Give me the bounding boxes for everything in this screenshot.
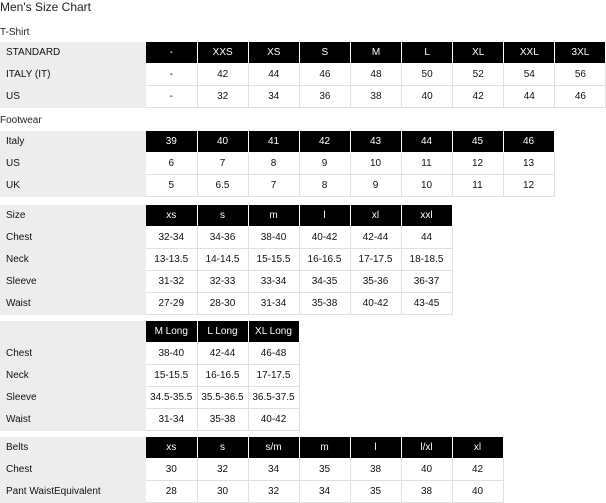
header-cell: 40: [197, 131, 248, 153]
table-cell: -: [146, 86, 197, 108]
table-row: [0, 387, 299, 409]
header-cell: XL Long: [248, 321, 299, 343]
header-cell: s: [197, 437, 248, 459]
table-cell: 8: [299, 175, 350, 197]
row-label: US: [0, 86, 146, 108]
table-cell: 38: [401, 481, 452, 503]
header-cell: xl: [452, 437, 503, 459]
table-cell: 12: [452, 153, 503, 175]
table-cell: 11: [452, 175, 503, 197]
header-cell: l: [350, 437, 401, 459]
header-cell: l: [299, 205, 350, 227]
table-cell: 42: [452, 459, 503, 481]
table-cell: 16-16.5: [197, 365, 248, 387]
table-row: [0, 343, 299, 365]
table-row: [0, 175, 554, 197]
table-cell: 6: [146, 153, 197, 175]
table-cell: 40-42: [248, 409, 299, 431]
table-cell: 15-15.5: [248, 249, 299, 271]
table-cell: 27-29: [146, 293, 197, 315]
header-cell: 44: [401, 131, 452, 153]
header-cell: m: [248, 205, 299, 227]
table-cell: 40: [401, 459, 452, 481]
header-row: [0, 437, 503, 459]
header-cell: M: [350, 42, 401, 64]
table-cell: 42-44: [197, 343, 248, 365]
header-cell: XS: [248, 42, 299, 64]
row-label: Italy: [0, 131, 146, 153]
tshirt-table: [0, 42, 606, 108]
row-label: US: [0, 153, 146, 175]
table-cell: 10: [350, 153, 401, 175]
table-row: [0, 365, 299, 387]
table-cell: 5: [146, 175, 197, 197]
table-cell: 48: [350, 64, 401, 86]
table-cell: 32-33: [197, 271, 248, 293]
table-cell: 46: [299, 64, 350, 86]
table-cell: 38-40: [248, 227, 299, 249]
table-cell: 31-34: [248, 293, 299, 315]
row-label: Waist: [0, 409, 146, 431]
header-row: [0, 131, 554, 153]
table-cell: 40-42: [299, 227, 350, 249]
table-cell: 34: [248, 86, 299, 108]
table-cell: 9: [299, 153, 350, 175]
table-cell: 40: [452, 481, 503, 503]
belts-table: [0, 437, 504, 503]
header-cell: S: [299, 42, 350, 64]
table-cell: 14-14.5: [197, 249, 248, 271]
table-cell: 8: [248, 153, 299, 175]
header-cell: l/xl: [401, 437, 452, 459]
table-cell: 40-42: [350, 293, 401, 315]
table-row: [0, 293, 452, 315]
table-cell: 17-17.5: [350, 249, 401, 271]
table-row: [0, 459, 503, 481]
table-cell: 31-34: [146, 409, 197, 431]
table-cell: 32: [197, 459, 248, 481]
table-cell: 7: [197, 153, 248, 175]
header-cell: 43: [350, 131, 401, 153]
header-cell: xs: [146, 205, 197, 227]
table-cell: 28-30: [197, 293, 248, 315]
table-row: [0, 481, 503, 503]
table-cell: 54: [504, 64, 555, 86]
table-cell: 38: [350, 459, 401, 481]
header-cell: XXL: [504, 42, 555, 64]
header-cell: m: [299, 437, 350, 459]
header-cell: 39: [146, 131, 197, 153]
table-cell: 34: [299, 481, 350, 503]
table-cell: 36: [299, 86, 350, 108]
table-cell: 32: [248, 481, 299, 503]
table-cell: 44: [401, 227, 452, 249]
table-cell: 35: [299, 459, 350, 481]
header-row: [0, 205, 452, 227]
table-cell: 36-37: [401, 271, 452, 293]
row-label: Chest: [0, 343, 146, 365]
row-label: Neck: [0, 365, 146, 387]
table-cell: 38-40: [146, 343, 197, 365]
header-cell: 3XL: [555, 42, 606, 64]
table-cell: 28: [146, 481, 197, 503]
row-label: Waist: [0, 293, 146, 315]
table-cell: 46-48: [248, 343, 299, 365]
table-cell: 35.5-36.5: [197, 387, 248, 409]
table-cell: 36.5-37.5: [248, 387, 299, 409]
header-cell: 42: [299, 131, 350, 153]
row-label: [0, 321, 146, 343]
table-cell: 34: [248, 459, 299, 481]
table-cell: 31-32: [146, 271, 197, 293]
header-cell: xxl: [401, 205, 452, 227]
table-cell: 33-34: [248, 271, 299, 293]
size-table: [0, 205, 453, 315]
table-cell: -: [146, 64, 197, 86]
header-cell: -: [146, 42, 197, 64]
table-cell: 30: [146, 459, 197, 481]
table-row: [0, 227, 452, 249]
table-cell: 32: [197, 86, 248, 108]
header-cell: s/m: [248, 437, 299, 459]
table-cell: 16-16.5: [299, 249, 350, 271]
header-cell: 46: [503, 131, 554, 153]
table-cell: 40: [402, 86, 453, 108]
table-row: [0, 64, 606, 86]
header-cell: M Long: [146, 321, 197, 343]
table-cell: 35: [350, 481, 401, 503]
section-label-tshirt: T-Shirt: [0, 27, 30, 38]
row-label: Belts: [0, 437, 146, 459]
header-cell: L Long: [197, 321, 248, 343]
table-cell: 32-34: [146, 227, 197, 249]
row-label: ITALY (IT): [0, 64, 146, 86]
header-row: [0, 321, 299, 343]
row-label: STANDARD: [0, 42, 146, 64]
footwear-table: [0, 131, 555, 197]
table-cell: 6.5: [197, 175, 248, 197]
section-label-footwear: Footwear: [0, 115, 42, 126]
row-label: Pant WaistEquivalent: [0, 481, 146, 503]
table-cell: 35-36: [350, 271, 401, 293]
row-label: UK: [0, 175, 146, 197]
table-cell: 12: [503, 175, 554, 197]
header-cell: xl: [350, 205, 401, 227]
header-cell: XXS: [197, 42, 248, 64]
table-row: [0, 86, 606, 108]
table-cell: 42: [453, 86, 504, 108]
header-cell: xs: [146, 437, 197, 459]
row-label: Size: [0, 205, 146, 227]
table-cell: 42-44: [350, 227, 401, 249]
table-cell: 9: [350, 175, 401, 197]
row-label: Sleeve: [0, 271, 146, 293]
row-label: Chest: [0, 459, 146, 481]
table-cell: 34.5-35.5: [146, 387, 197, 409]
table-cell: 7: [248, 175, 299, 197]
table-cell: 46: [555, 86, 606, 108]
table-cell: 34-36: [197, 227, 248, 249]
table-row: [0, 249, 452, 271]
table-cell: 11: [401, 153, 452, 175]
header-cell: L: [402, 42, 453, 64]
header-row: [0, 42, 606, 64]
table-cell: 43-45: [401, 293, 452, 315]
table-cell: 44: [504, 86, 555, 108]
table-row: [0, 271, 452, 293]
row-label: Neck: [0, 249, 146, 271]
table-cell: 35-38: [299, 293, 350, 315]
table-cell: 52: [453, 64, 504, 86]
table-cell: 44: [248, 64, 299, 86]
table-cell: 17-17.5: [248, 365, 299, 387]
table-cell: 38: [350, 86, 401, 108]
long-size-table: [0, 321, 300, 431]
table-cell: 34-35: [299, 271, 350, 293]
table-cell: 15-15.5: [146, 365, 197, 387]
table-cell: 30: [197, 481, 248, 503]
table-cell: 13-13.5: [146, 249, 197, 271]
table-cell: 18-18.5: [401, 249, 452, 271]
row-label: Chest: [0, 227, 146, 249]
table-cell: 10: [401, 175, 452, 197]
table-cell: 13: [503, 153, 554, 175]
table-row: [0, 409, 299, 431]
table-cell: 56: [555, 64, 606, 86]
header-cell: XL: [453, 42, 504, 64]
row-label: Sleeve: [0, 387, 146, 409]
table-cell: 42: [197, 64, 248, 86]
header-cell: 45: [452, 131, 503, 153]
table-cell: 35-38: [197, 409, 248, 431]
header-cell: 41: [248, 131, 299, 153]
page-title: Men's Size Chart: [0, 0, 91, 14]
header-cell: s: [197, 205, 248, 227]
table-row: [0, 153, 554, 175]
table-cell: 50: [402, 64, 453, 86]
